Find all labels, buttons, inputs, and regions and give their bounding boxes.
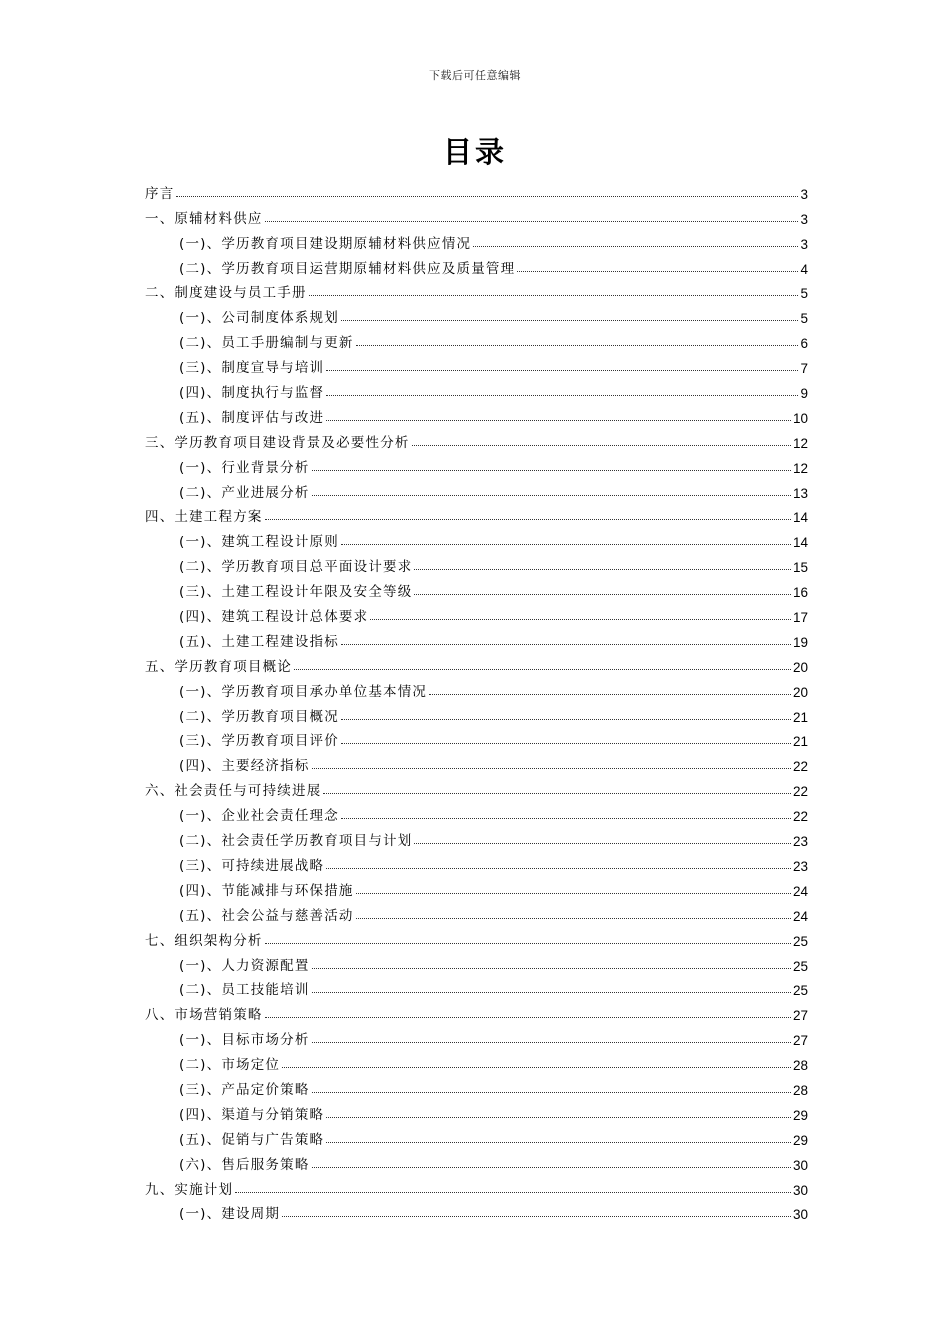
toc-entry-page-number: 13 — [792, 485, 808, 501]
toc-entry-label: (二)、员工手册编制与更新 — [179, 335, 354, 352]
toc-entry-label: (二)、员工技能培训 — [179, 982, 310, 999]
toc-entry-page-number: 12 — [792, 460, 808, 476]
toc-entry-label: (一)、企业社会责任理念 — [179, 808, 339, 825]
toc-entry-label: (四)、节能减排与环保措施 — [179, 882, 354, 899]
toc-entry[interactable] — [145, 227, 808, 252]
toc-entry[interactable] — [145, 301, 808, 326]
toc-entry-label: (二)、学历教育项目总平面设计要求 — [179, 559, 413, 576]
toc-leader-dots — [341, 644, 791, 645]
toc-entry-page-number: 3 — [800, 236, 808, 252]
toc-entry-page-number: 20 — [792, 659, 808, 675]
toc-entry-page-number: 9 — [800, 386, 808, 402]
toc-entry[interactable] — [145, 252, 808, 277]
toc-entry-label: (二)、社会责任学历教育项目与计划 — [179, 833, 413, 850]
toc-entry[interactable] — [145, 749, 808, 774]
toc-entry-page-number: 25 — [792, 958, 808, 974]
toc-leader-dots — [309, 295, 799, 296]
toc-leader-dots — [326, 370, 798, 371]
toc-entry-page-number: 24 — [792, 883, 808, 899]
table-of-contents — [145, 177, 808, 1222]
toc-entry-page-number: 23 — [792, 834, 808, 850]
toc-entry[interactable] — [145, 675, 808, 700]
toc-entry[interactable] — [145, 501, 808, 526]
toc-leader-dots — [265, 221, 799, 222]
toc-entry[interactable] — [145, 525, 808, 550]
toc-entry[interactable] — [145, 550, 808, 575]
toc-leader-dots — [341, 544, 791, 545]
toc-entry[interactable] — [145, 725, 808, 750]
toc-entry-page-number: 30 — [792, 1207, 808, 1223]
toc-leader-dots — [370, 619, 791, 620]
toc-entry-page-number: 22 — [792, 784, 808, 800]
toc-entry-label: 七、组织架构分析 — [145, 932, 263, 949]
toc-entry-page-number: 24 — [792, 908, 808, 924]
toc-entry-page-number: 7 — [800, 361, 808, 377]
toc-entry-page-number: 3 — [800, 186, 808, 202]
toc-entry-label: (一)、建筑工程设计原则 — [179, 534, 339, 551]
toc-entry[interactable] — [145, 277, 808, 302]
toc-leader-dots — [326, 868, 791, 869]
toc-entry[interactable] — [145, 1198, 808, 1223]
toc-entry-label: 一、原辅材料供应 — [145, 210, 263, 227]
toc-entry[interactable] — [145, 202, 808, 227]
toc-leader-dots — [356, 893, 791, 894]
toc-leader-dots — [326, 1142, 791, 1143]
toc-entry-label: 五、学历教育项目概论 — [145, 658, 292, 675]
toc-entry-label: (二)、产业进展分析 — [179, 484, 310, 501]
toc-leader-dots — [312, 992, 791, 993]
toc-entry-page-number: 22 — [792, 809, 808, 825]
toc-entry-page-number: 14 — [792, 510, 808, 526]
toc-leader-dots — [176, 196, 798, 197]
toc-entry-page-number: 4 — [800, 261, 808, 277]
toc-entry-page-number: 27 — [792, 1008, 808, 1024]
toc-entry[interactable] — [145, 1173, 808, 1198]
toc-leader-dots — [265, 519, 791, 520]
toc-entry[interactable] — [145, 1123, 808, 1148]
toc-entry[interactable] — [145, 650, 808, 675]
toc-entry-page-number: 29 — [792, 1132, 808, 1148]
toc-leader-dots — [312, 1167, 791, 1168]
toc-entry[interactable] — [145, 451, 808, 476]
toc-entry[interactable] — [145, 426, 808, 451]
toc-leader-dots — [341, 320, 799, 321]
toc-entry-label: (四)、渠道与分销策略 — [179, 1106, 325, 1123]
toc-entry[interactable] — [145, 1023, 808, 1048]
toc-leader-dots — [282, 1216, 791, 1217]
toc-entry-page-number: 28 — [792, 1058, 808, 1074]
toc-entry-label: (二)、学历教育项目运营期原辅材料供应及质量管理 — [179, 260, 516, 277]
toc-entry-page-number: 25 — [792, 983, 808, 999]
toc-entry-page-number: 3 — [800, 211, 808, 227]
toc-entry-label: 九、实施计划 — [145, 1181, 234, 1198]
toc-title: 目录 — [442, 135, 507, 169]
toc-entry-label: (三)、可持续进展战略 — [179, 857, 325, 874]
toc-leader-dots — [412, 445, 791, 446]
toc-leader-dots — [414, 843, 791, 844]
toc-entry-page-number: 27 — [792, 1033, 808, 1049]
toc-entry-page-number: 6 — [800, 336, 808, 352]
toc-leader-dots — [341, 719, 791, 720]
toc-entry-label: 二、制度建设与员工手册 — [145, 285, 307, 302]
toc-entry[interactable] — [145, 949, 808, 974]
toc-leader-dots — [341, 743, 791, 744]
toc-entry[interactable] — [145, 1048, 808, 1073]
toc-leader-dots — [312, 968, 791, 969]
toc-leader-dots — [473, 246, 798, 247]
toc-entry-label: (四)、制度执行与监督 — [179, 385, 325, 402]
toc-entry[interactable] — [145, 625, 808, 650]
toc-leader-dots — [323, 793, 791, 794]
toc-leader-dots — [414, 569, 791, 570]
toc-entry-page-number: 5 — [800, 286, 808, 302]
toc-leader-dots — [326, 395, 798, 396]
toc-leader-dots — [312, 768, 791, 769]
toc-entry[interactable] — [145, 575, 808, 600]
toc-entry[interactable] — [145, 376, 808, 401]
header-note: 下载后可任意编辑 — [429, 69, 521, 82]
toc-entry-label: (一)、人力资源配置 — [179, 957, 310, 974]
toc-entry-page-number: 10 — [792, 410, 808, 426]
toc-entry[interactable] — [145, 476, 808, 501]
toc-entry-page-number: 5 — [800, 311, 808, 327]
toc-entry[interactable] — [145, 974, 808, 999]
toc-entry[interactable] — [145, 1098, 808, 1123]
toc-entry-label: (三)、制度宣导与培训 — [179, 360, 325, 377]
toc-entry-label: (一)、公司制度体系规划 — [179, 310, 339, 327]
toc-leader-dots — [341, 818, 791, 819]
toc-entry-page-number: 23 — [792, 858, 808, 874]
toc-entry-label: (五)、促销与广告策略 — [179, 1131, 325, 1148]
toc-entry[interactable] — [145, 924, 808, 949]
toc-entry[interactable] — [145, 177, 808, 202]
toc-entry-page-number: 14 — [792, 535, 808, 551]
toc-entry-label: (四)、建筑工程设计总体要求 — [179, 609, 369, 626]
toc-leader-dots — [414, 594, 791, 595]
toc-leader-dots — [326, 1117, 791, 1118]
toc-entry-label: (五)、制度评估与改进 — [179, 409, 325, 426]
toc-entry-label: (四)、主要经济指标 — [179, 758, 310, 775]
toc-leader-dots — [312, 1042, 791, 1043]
toc-entry[interactable] — [145, 849, 808, 874]
toc-entry-page-number: 15 — [792, 560, 808, 576]
toc-entry-label: 三、学历教育项目建设背景及必要性分析 — [145, 434, 410, 451]
toc-entry-page-number: 30 — [792, 1182, 808, 1198]
toc-entry-label: (三)、土建工程设计年限及安全等级 — [179, 584, 413, 601]
toc-leader-dots — [265, 943, 791, 944]
toc-entry-label: (一)、建设周期 — [179, 1206, 281, 1223]
toc-entry-page-number: 29 — [792, 1107, 808, 1123]
toc-entry-label: (二)、学历教育项目概况 — [179, 708, 339, 725]
toc-entry-label: (五)、土建工程建设指标 — [179, 633, 339, 650]
toc-leader-dots — [282, 1067, 791, 1068]
toc-entry[interactable] — [145, 700, 808, 725]
toc-entry-label: 六、社会责任与可持续进展 — [145, 783, 322, 800]
toc-entry-label: (五)、社会公益与慈善活动 — [179, 907, 354, 924]
toc-entry-page-number: 16 — [792, 585, 808, 601]
toc-entry-page-number: 12 — [792, 435, 808, 451]
toc-entry[interactable] — [145, 774, 808, 799]
toc-entry-page-number: 21 — [792, 734, 808, 750]
toc-entry-label: (一)、行业背景分析 — [179, 459, 310, 476]
toc-entry[interactable] — [145, 326, 808, 351]
toc-entry-label: (一)、学历教育项目建设期原辅材料供应情况 — [179, 235, 472, 252]
toc-entry[interactable] — [145, 351, 808, 376]
toc-leader-dots — [356, 345, 799, 346]
toc-entry[interactable] — [145, 799, 808, 824]
toc-entry-page-number: 22 — [792, 759, 808, 775]
toc-entry[interactable] — [145, 401, 808, 426]
toc-entry[interactable] — [145, 1148, 808, 1173]
toc-leader-dots — [312, 470, 791, 471]
toc-entry[interactable] — [145, 600, 808, 625]
toc-entry-page-number: 19 — [792, 634, 808, 650]
toc-entry-page-number: 28 — [792, 1082, 808, 1098]
toc-leader-dots — [326, 420, 791, 421]
toc-leader-dots — [235, 1192, 791, 1193]
toc-entry-page-number: 21 — [792, 709, 808, 725]
toc-entry-label: (二)、市场定位 — [179, 1057, 281, 1074]
toc-leader-dots — [356, 918, 791, 919]
toc-leader-dots — [312, 495, 791, 496]
toc-entry-label: (三)、学历教育项目评价 — [179, 733, 339, 750]
toc-entry-page-number: 30 — [792, 1157, 808, 1173]
toc-entry-label: (六)、售后服务策略 — [179, 1156, 310, 1173]
toc-entry-label: 八、市场营销策略 — [145, 1007, 263, 1024]
toc-entry[interactable] — [145, 998, 808, 1023]
toc-leader-dots — [265, 1017, 791, 1018]
toc-entry-page-number: 25 — [792, 933, 808, 949]
toc-leader-dots — [312, 1092, 791, 1093]
toc-entry-page-number: 17 — [792, 610, 808, 626]
toc-entry-label: (三)、产品定价策略 — [179, 1081, 310, 1098]
toc-leader-dots — [294, 669, 791, 670]
toc-leader-dots — [517, 271, 798, 272]
toc-entry[interactable] — [145, 899, 808, 924]
toc-entry[interactable] — [145, 824, 808, 849]
toc-entry-page-number: 20 — [792, 684, 808, 700]
toc-entry-label: (一)、目标市场分析 — [179, 1032, 310, 1049]
toc-entry-label: (一)、学历教育项目承办单位基本情况 — [179, 683, 428, 700]
toc-leader-dots — [429, 694, 791, 695]
toc-entry-label: 四、土建工程方案 — [145, 509, 263, 526]
toc-entry[interactable] — [145, 874, 808, 899]
toc-entry[interactable] — [145, 1073, 808, 1098]
toc-entry-label: 序言 — [145, 185, 175, 202]
